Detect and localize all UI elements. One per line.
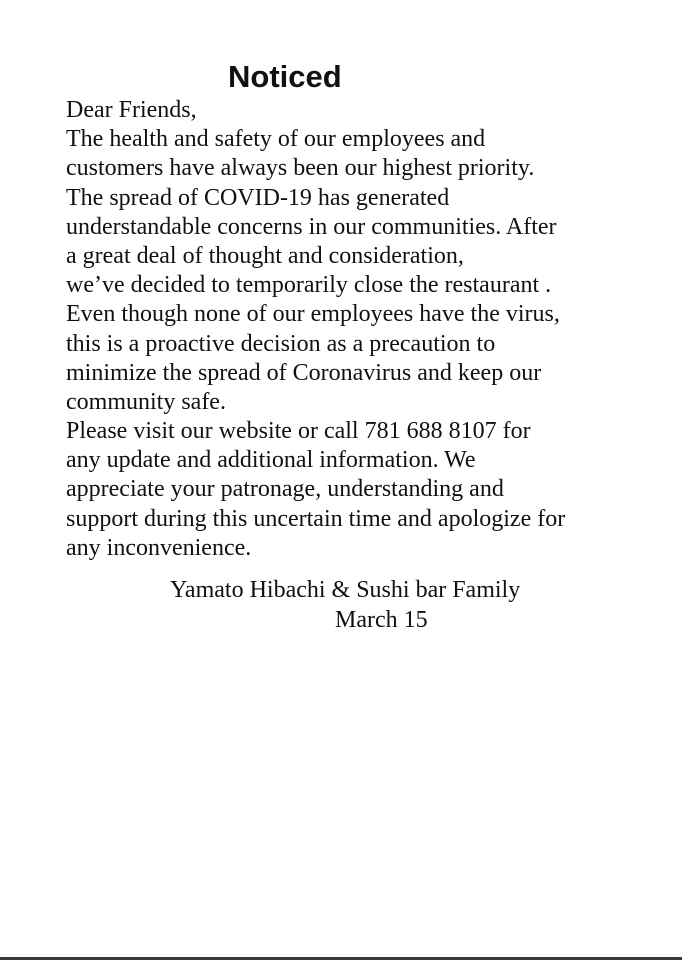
body-line: understandable concerns in our communities. After — [66, 213, 557, 240]
notice-title: Noticed — [228, 59, 342, 94]
body-line: The spread of COVID-19 has generated — [66, 184, 450, 211]
body-line: appreciate your patronage, understanding and — [66, 476, 504, 503]
body-line: community safe. — [66, 388, 226, 415]
body-line-greeting: Dear Friends, — [66, 97, 197, 123]
notice-body — [66, 96, 666, 563]
body-line: minimize the spread of Coronavirus and keep our — [66, 359, 542, 386]
notice-date: March 15 — [335, 607, 428, 633]
body-line: any update and additional information. We — [66, 447, 476, 474]
body-line: we’ve decided to temporarily close the restaurant . — [66, 272, 552, 299]
body-line: this is a proactive decision as a precaution to — [66, 330, 496, 357]
body-line: support during this uncertain time and apologize for — [66, 505, 566, 532]
body-line: a great deal of thought and consideration, — [66, 242, 464, 269]
body-line: Please visit our website or call 781 688 8107 for — [66, 418, 531, 445]
body-line: customers have always been our highest priority. — [66, 155, 535, 182]
body-line: The health and safety of our employees and — [66, 126, 486, 153]
body-line: Even though none of our employees have the virus, — [66, 301, 560, 328]
body-line: any inconvenience. — [66, 534, 252, 561]
signature: Yamato Hibachi & Sushi bar Family — [170, 577, 521, 603]
